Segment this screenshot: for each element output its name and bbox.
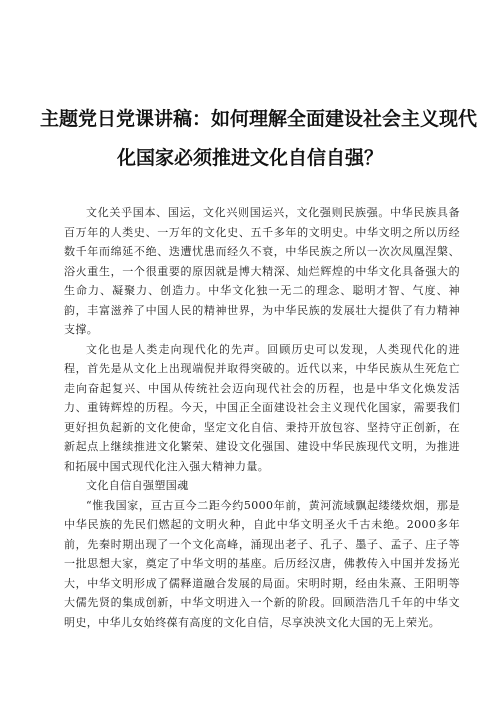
body-paragraph: “惟我国家，亘古亘今二距今约5000年前，黄河流域飘起缕缕炊烟，那是中华民族的先民们燃起的文明火种，自此中华文明圣火千古未绝。2000多年前，先秦时期出现了一个文化高峰，涌现出老子、孔子、墨子、孟子、庄子等一批思想大家，奠定了中华文明的基座。后历经汉唐，佛教传入中国并发扬光大，中华文明形成了儒释道融合发展的局面。宋明时期，经由朱熹、王阳明等大儒先贤的集成创新，中华文明进入一个新的阶段。回顾浩浩几千年的中华文明史，中华儿女始终葆有高度的文化自信，尽享泱泱文化大国的无上荣光。: [64, 498, 460, 629]
document-title-line-1: 主题党日党课讲稿：如何理解全面建设社会主义现代: [40, 108, 478, 130]
document-title-line-2: 化国家必须推进文化自信自强？: [116, 147, 383, 169]
body-paragraph: 文化也是人类走向现代化的先声。回顾历史可以发现，人类现代化的进程，首先是从文化上出现端倪并取得突破的。近代以来，中华民族从生死危亡走向奋起复兴、中国从传统社会迈向现代社会的历程，也是中华文化焕发活力、重铸辉煌的历程。今天，中国正全面建设社会主义现代化国家，需要我们更好担负起新的文化使命，坚定文化自信、秉持开放包容、坚持守正创新，在新起点上继续推进文化繁荣、建设文化强国、建设中华民族现代文明，为推进和拓展中国式现代化注入强大精神力量。: [64, 342, 460, 473]
body-paragraph: 文化关乎国本、国运，文化兴则国运兴，文化强则民族强。中华民族具备百万年的人类史、一万年的文化史、五千多年的文明史。中华文明之所以历经数千年而绵延不绝、迭遭忧患而经久不衰，中华民族之所以一次次凤凰涅槃、浴火重生，一个很重要的原因就是博大精深、灿烂辉煌的中华文化具备强大的生命力、凝聚力、创造力。中华文化独一无二的理念、聪明才智、气度、神韵，丰富滋养了中国人民的精神世界，为中华民族的发展壮大提供了有力精神支撑。: [64, 206, 460, 336]
document-body: [64, 203, 460, 632]
section-heading: 文化自信自强塑国魂: [86, 479, 189, 492]
